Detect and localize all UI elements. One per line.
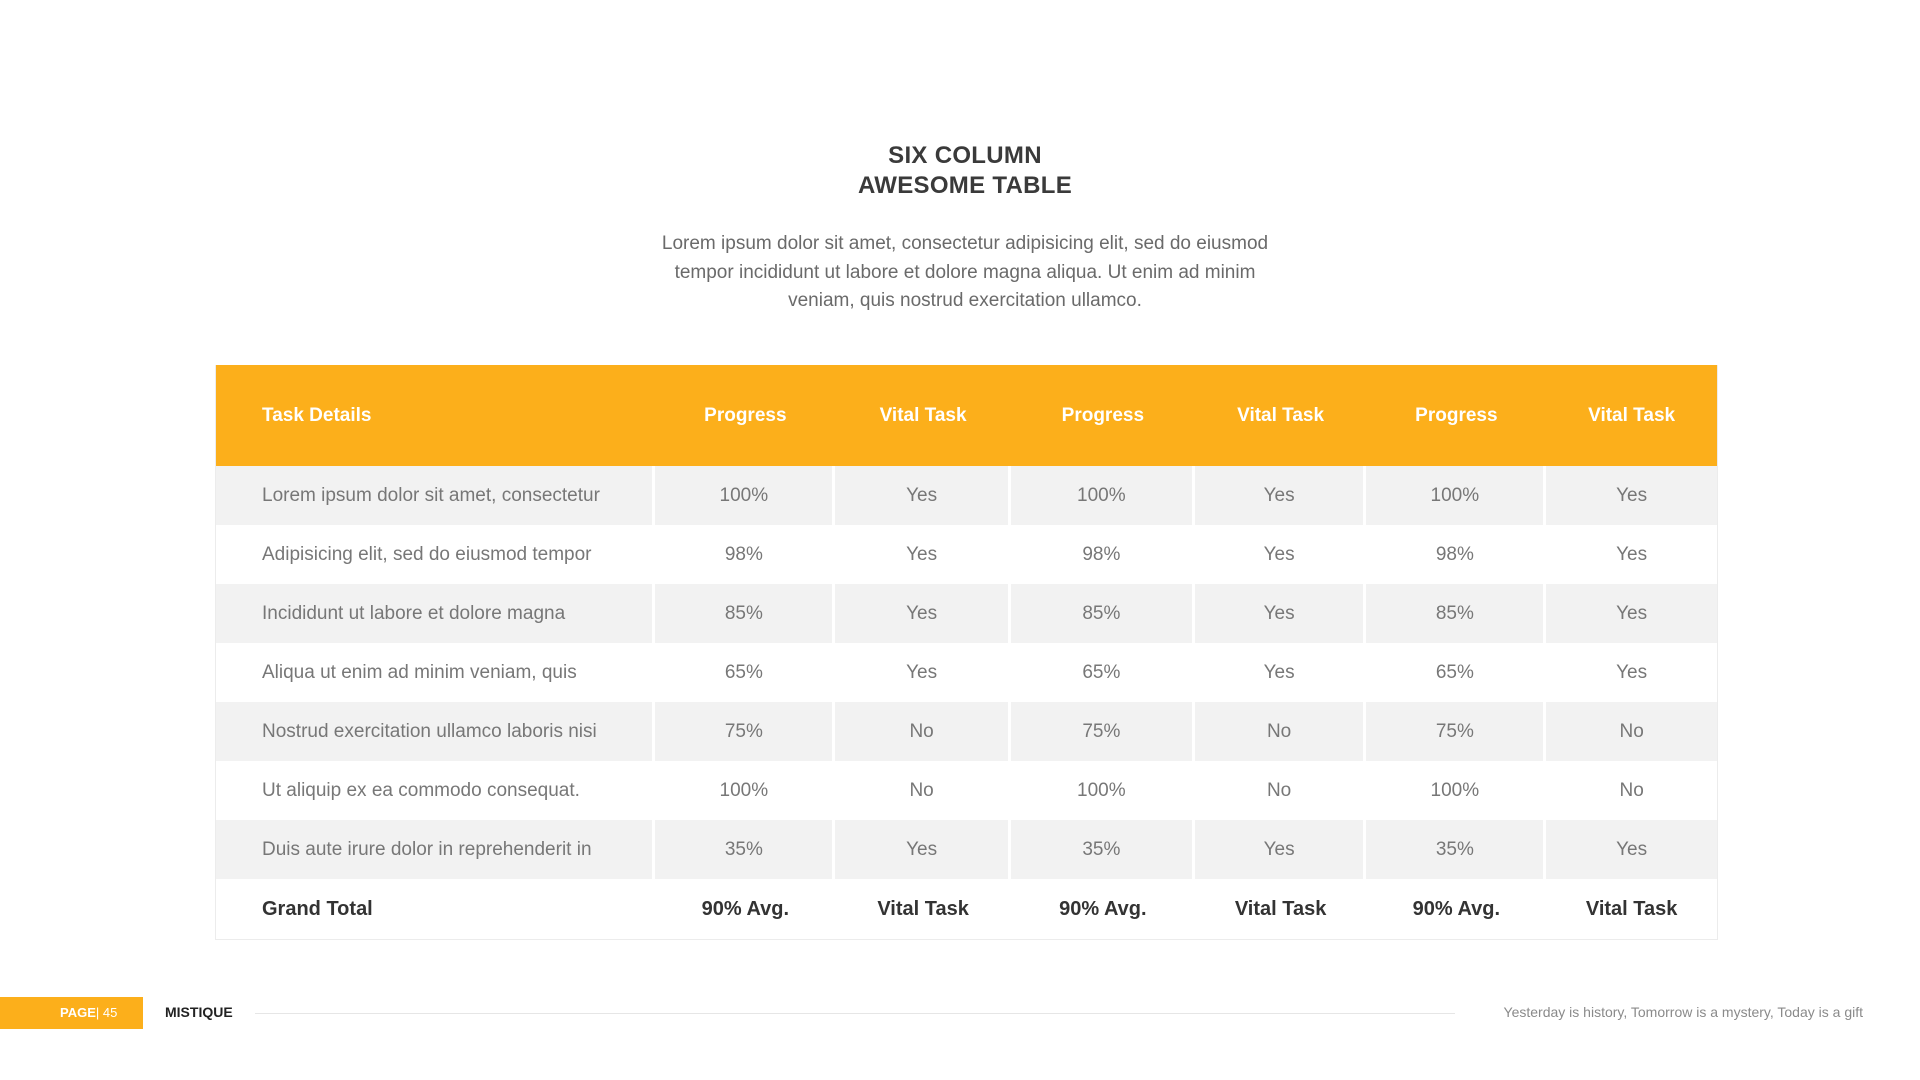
vital-task-cell: No <box>835 702 1011 761</box>
page-label: PAGE <box>60 1005 96 1020</box>
progress-cell: 100% <box>1011 466 1195 525</box>
table-row <box>216 643 1717 702</box>
table-header-row <box>216 365 1717 466</box>
vital-task-cell: Yes <box>1195 820 1367 879</box>
header-progress-1: Progress <box>704 404 787 426</box>
progress-cell: 100% <box>655 761 835 820</box>
vital-task-cell: Yes <box>1546 466 1717 525</box>
title-line-1: SIX COLUMN <box>888 142 1042 169</box>
total-progress-1: 90% Avg. <box>701 897 790 920</box>
vital-task-cell: No <box>1546 761 1717 820</box>
footer-quote: Yesterday is history, Tomorrow is a mystery, Today is a gift <box>1503 1004 1863 1020</box>
progress-cell: 98% <box>655 525 835 584</box>
page-number-badge <box>0 997 143 1029</box>
vital-task-cell: Yes <box>1546 525 1717 584</box>
progress-cell: 85% <box>1011 584 1195 643</box>
slide-subtitle: Lorem ipsum dolor sit amet, consectetur adipisicing elit, sed do eiusmod tempor incididunt ut labore et dolore magna aliqua. Ut enim ad minim veniam, quis nostrud exercitation ullamco. <box>661 233 1269 311</box>
grand-total-label: Grand Total <box>262 897 373 920</box>
progress-cell: 75% <box>655 702 835 761</box>
vital-task-cell: Yes <box>835 584 1011 643</box>
vital-task-cell: Yes <box>835 466 1011 525</box>
footer-divider <box>255 1013 1455 1014</box>
vital-task-cell: Yes <box>1546 584 1717 643</box>
vital-task-cell: Yes <box>1195 525 1367 584</box>
task-details-cell: Lorem ipsum dolor sit amet, consectetur <box>216 466 655 525</box>
vital-task-cell: Yes <box>1546 643 1717 702</box>
vital-task-cell: Yes <box>1195 466 1367 525</box>
table-row <box>216 466 1717 525</box>
progress-cell: 85% <box>1366 584 1546 643</box>
progress-cell: 98% <box>1011 525 1195 584</box>
task-details-cell: Nostrud exercitation ullamco laboris nisi <box>216 702 655 761</box>
progress-cell: 35% <box>1366 820 1546 879</box>
task-details-cell: Ut aliquip ex ea commodo consequat. <box>216 761 655 820</box>
task-details-cell: Incididunt ut labore et dolore magna <box>216 584 655 643</box>
total-vital-task-2: Vital Task <box>1234 897 1327 920</box>
vital-task-cell: Yes <box>835 643 1011 702</box>
total-vital-task-1: Vital Task <box>877 897 969 920</box>
progress-cell: 75% <box>1011 702 1195 761</box>
vital-task-cell: No <box>1195 702 1367 761</box>
progress-cell: 75% <box>1366 702 1546 761</box>
vital-task-cell: Yes <box>1546 820 1717 879</box>
vital-task-cell: No <box>1195 761 1367 820</box>
header-vital-task-3: Vital Task <box>1588 404 1676 426</box>
header-vital-task-2: Vital Task <box>1237 404 1325 426</box>
slide-title <box>0 141 1920 201</box>
progress-cell: 35% <box>655 820 835 879</box>
vital-task-cell: Yes <box>1195 643 1367 702</box>
total-progress-3: 90% Avg. <box>1412 897 1501 920</box>
vital-task-cell: Yes <box>835 525 1011 584</box>
progress-cell: 100% <box>1366 466 1546 525</box>
header-progress-2: Progress <box>1061 404 1145 426</box>
table-row <box>216 820 1717 879</box>
six-column-table <box>215 365 1718 940</box>
table-row <box>216 702 1717 761</box>
page-separator: | <box>95 1005 100 1020</box>
vital-task-cell: Yes <box>835 820 1011 879</box>
grand-total-row <box>216 879 1717 939</box>
progress-cell: 35% <box>1011 820 1195 879</box>
table-row <box>216 584 1717 643</box>
footer-brand: MISTIQUE <box>165 1004 233 1020</box>
task-details-cell: Duis aute irure dolor in reprehenderit in <box>216 820 655 879</box>
vital-task-cell: No <box>1546 702 1717 761</box>
progress-cell: 100% <box>1366 761 1546 820</box>
progress-cell: 65% <box>1366 643 1546 702</box>
page-number: 45 <box>102 1005 118 1020</box>
progress-cell: 65% <box>1011 643 1195 702</box>
header-progress-3: Progress <box>1415 404 1498 426</box>
progress-cell: 100% <box>655 466 835 525</box>
title-line-2: AWESOME TABLE <box>857 172 1073 199</box>
table-row <box>216 761 1717 820</box>
vital-task-cell: Yes <box>1195 584 1367 643</box>
header-task-details: Task Details <box>262 404 372 426</box>
progress-cell: 65% <box>655 643 835 702</box>
progress-cell: 98% <box>1366 525 1546 584</box>
vital-task-cell: No <box>835 761 1011 820</box>
total-progress-2: 90% Avg. <box>1059 897 1147 920</box>
progress-cell: 100% <box>1011 761 1195 820</box>
table-row <box>216 525 1717 584</box>
task-details-cell: Adipisicing elit, sed do eiusmod tempor <box>216 525 655 584</box>
task-details-cell: Aliqua ut enim ad minim veniam, quis <box>216 643 655 702</box>
progress-cell: 85% <box>655 584 835 643</box>
header-vital-task-1: Vital Task <box>879 404 967 426</box>
total-vital-task-3: Vital Task <box>1585 897 1678 920</box>
